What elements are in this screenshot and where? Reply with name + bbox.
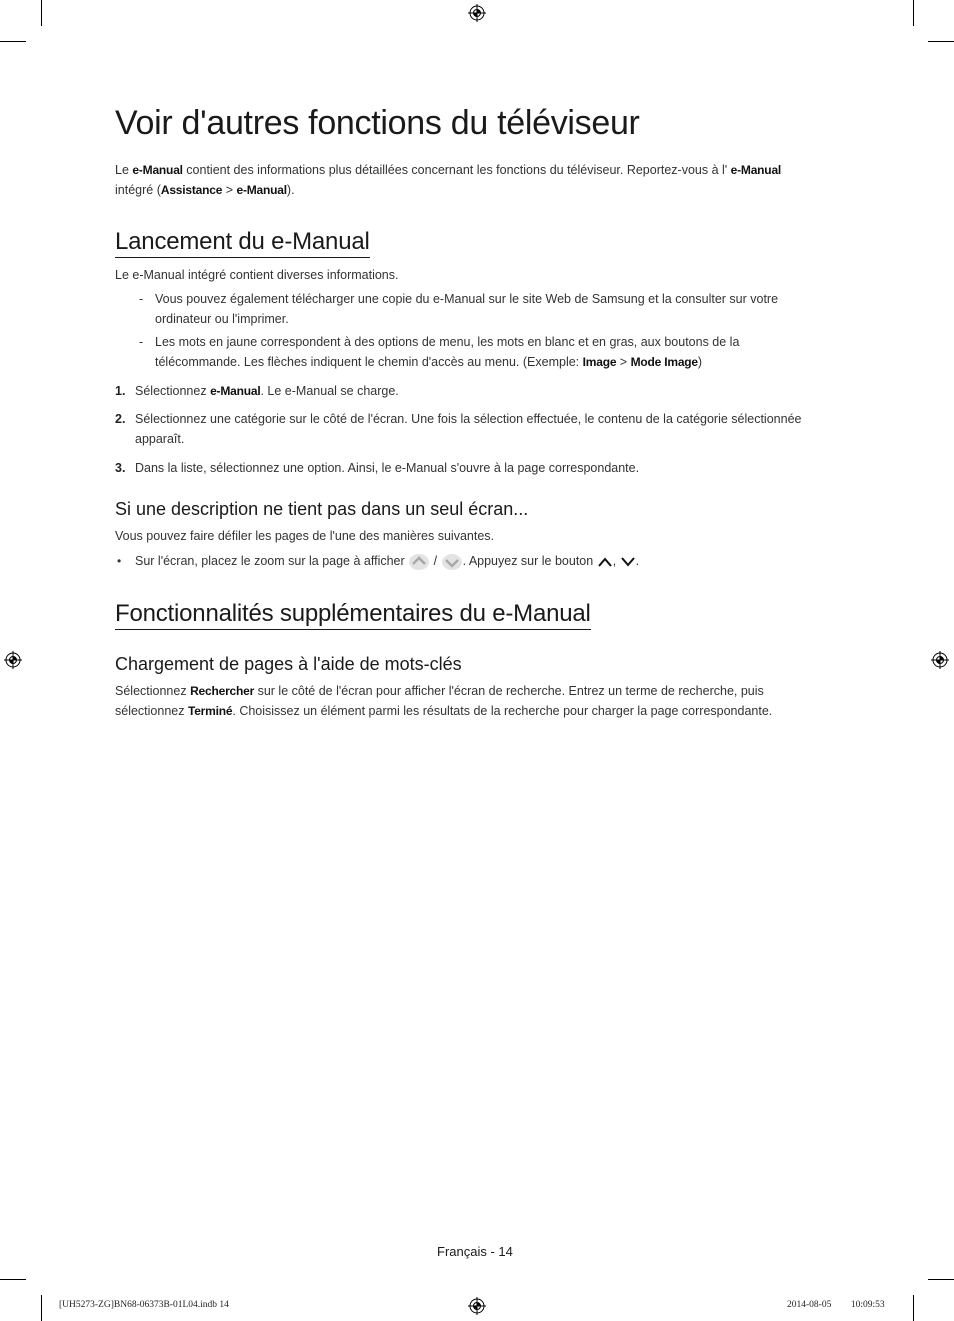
crop-mark <box>0 1279 26 1280</box>
bullet-line: , <box>612 554 620 568</box>
intro-text: intégré ( <box>115 183 161 197</box>
registration-mark-icon <box>468 1297 486 1315</box>
menu-term: Mode Image <box>630 355 698 369</box>
crop-mark <box>928 1279 954 1280</box>
note-line: télécommande. Les flèches indiquent le chemin d'accès au menu. (Exemple: <box>155 355 583 369</box>
bullet-line: . <box>635 554 640 568</box>
emanual-term: e-Manual <box>132 163 183 177</box>
intro-paragraph <box>115 160 835 200</box>
section-heading: Lancement du e-Manual <box>115 228 370 258</box>
crop-mark <box>928 41 954 42</box>
crop-mark <box>41 1295 42 1321</box>
intro-text: contient des informations plus détaillées concernant les fonctions du téléviseur. Reportez-vous à l' <box>182 163 731 177</box>
menu-term: Assistance <box>160 183 223 197</box>
emanual-term: e-Manual <box>236 183 287 197</box>
step-text: Dans la liste, sélectionnez une option. Ainsi, le e-Manual s'ouvre à la page correspondante. <box>135 461 640 475</box>
section-intro: Le e-Manual intégré contient diverses informations. <box>115 268 399 282</box>
paragraph-text: sur le côté de l'écran pour afficher l'écran de recherche. Entrez un terme de recherche, puis <box>254 684 764 698</box>
emanual-term: e-Manual <box>210 384 261 398</box>
page-title: Voir d'autres fonctions du téléviseur <box>115 104 640 142</box>
section-heading: Fonctionnalités supplémentaires du e-Manual <box>115 600 591 630</box>
note-text <box>155 289 835 329</box>
registration-mark-icon <box>468 4 486 22</box>
paragraph-text: Sélectionnez <box>115 684 191 698</box>
crop-mark <box>913 0 914 26</box>
menu-term: Rechercher <box>190 684 255 698</box>
registration-mark-icon <box>931 651 949 669</box>
bullet-line: / <box>430 554 441 568</box>
section-paragraph <box>115 681 835 721</box>
down-arrow-icon <box>620 555 636 569</box>
step-text <box>135 381 835 401</box>
step-line: apparaît. <box>135 432 185 446</box>
note-line: Les mots en jaune correspondent à des options de menu, les mots en blanc et en gras, aux boutons de la <box>155 335 740 349</box>
intro-text: > <box>222 183 237 197</box>
crop-mark <box>0 41 26 42</box>
subsection-heading: Chargement de pages à l'aide de mots-clés <box>115 654 462 674</box>
page-number: Français - 14 <box>437 1244 513 1259</box>
emanual-term: e-Manual <box>730 163 782 177</box>
step-number: 1. <box>115 384 126 398</box>
scroll-up-button-icon <box>408 553 430 571</box>
note-line: > <box>616 355 631 369</box>
footer-timestamp: 2014-08-05 ￿￿ 10:09:53 <box>787 1300 885 1310</box>
intro-text: ). <box>286 183 295 197</box>
step-line: . Le e-Manual se charge. <box>260 384 399 398</box>
footer-file-info: [UH5273-ZG]BN68-06373B-01L04.indb 14 <box>59 1300 229 1310</box>
note-line: ) <box>697 355 703 369</box>
intro-text: Le <box>115 163 133 177</box>
dash-marker: - <box>139 335 144 349</box>
step-line: Sélectionnez une catégorie sur le côté de l'écran. Une fois la sélection effectuée, le contenu de la catégorie sélectionnée <box>135 412 802 426</box>
paragraph-text: . Choisissez un élément parmi les résultats de la recherche pour charger la page correspondante. <box>232 704 773 718</box>
bullet-line: . Appuyez sur le bouton <box>462 554 597 568</box>
step-number: 2. <box>115 412 126 426</box>
up-arrow-icon <box>597 555 613 569</box>
subsection-heading: Si une description ne tient pas dans un seul écran... <box>115 499 529 519</box>
scroll-down-button-icon <box>441 553 463 571</box>
menu-term: Terminé <box>187 704 233 718</box>
subsection-intro: Vous pouvez faire défiler les pages de l'une des manières suivantes. <box>115 529 495 543</box>
crop-mark <box>913 1295 914 1321</box>
note-text <box>155 332 835 372</box>
paragraph-text: sélectionnez <box>115 704 188 718</box>
step-number: 3. <box>115 461 126 475</box>
note-line: ordinateur ou l'imprimer. <box>155 312 289 326</box>
bullet-marker: • <box>117 554 122 568</box>
bullet-text <box>135 551 835 571</box>
dash-marker: - <box>139 292 144 306</box>
bullet-line: Sur l'écran, placez le zoom sur la page à afficher <box>135 554 409 568</box>
step-text <box>135 409 835 449</box>
registration-mark-icon <box>4 651 22 669</box>
note-line: Vous pouvez également télécharger une copie du e-Manual sur le site Web de Samsung et la consulter sur votre <box>155 292 779 306</box>
menu-term: Image <box>582 355 617 369</box>
crop-mark <box>41 0 42 26</box>
step-line: Sélectionnez <box>135 384 211 398</box>
